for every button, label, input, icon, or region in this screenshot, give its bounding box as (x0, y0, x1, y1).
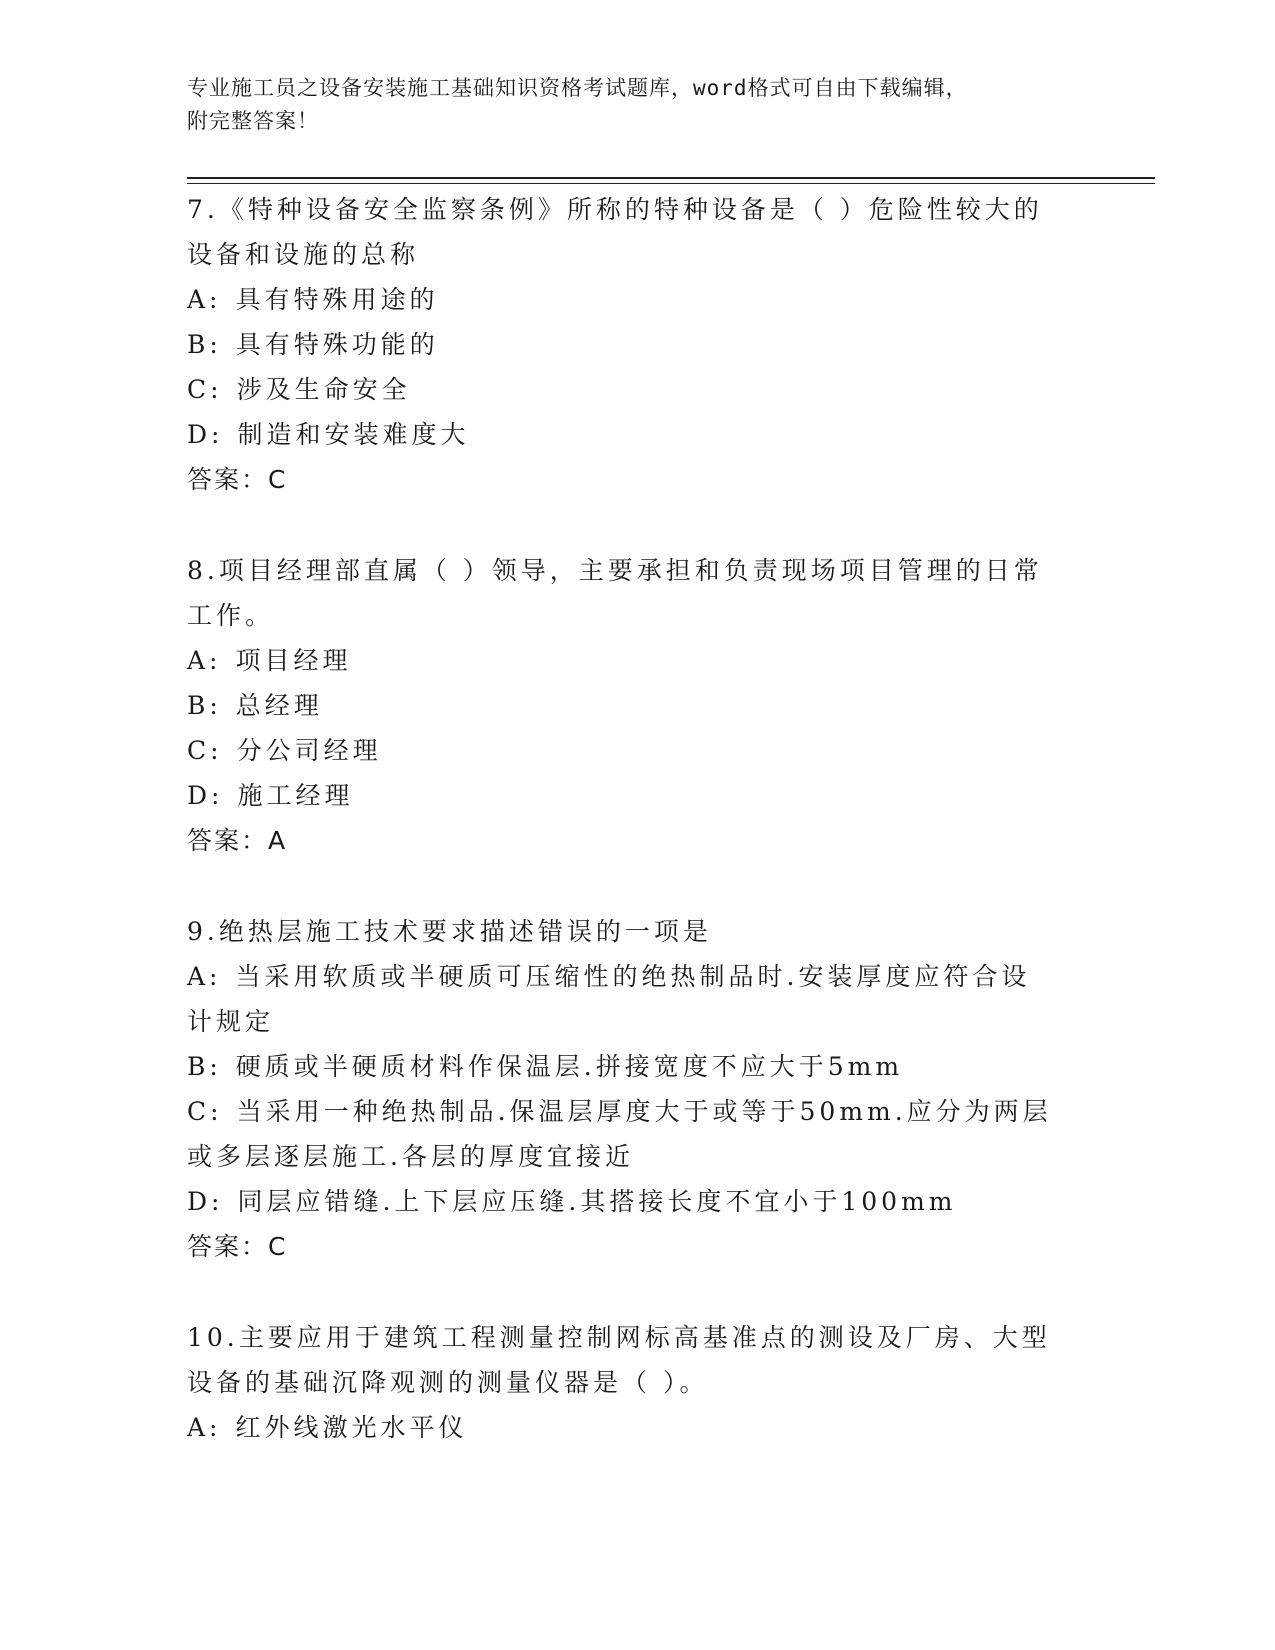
option-letter: B: (187, 1052, 222, 1081)
option-text: 施工经理 (237, 781, 354, 810)
option-c (187, 728, 1087, 773)
option-b (187, 683, 1087, 728)
option-letter: A: (187, 646, 222, 675)
option-b (187, 1044, 1087, 1089)
header-divider-thin (187, 183, 1155, 184)
option-letter: A: (187, 962, 222, 991)
option-letter: A: (187, 1413, 222, 1442)
option-letter: D: (187, 781, 224, 810)
option-text: 当采用一种绝热制品.保温层厚度大于或等于50mm.应分为两层或多层逐层施工.各层的厚度宜接近 (187, 1097, 1052, 1171)
question-7 (187, 187, 1087, 502)
option-a (187, 954, 1057, 1044)
option-text: 红外线激光水平仪 (235, 1413, 468, 1442)
option-letter: A: (187, 285, 222, 314)
option-letter: C: (187, 1097, 223, 1126)
answer-label: 答案：A (187, 826, 288, 855)
answer-label: 答案：C (187, 465, 288, 494)
option-text: 当采用软质或半硬质可压缩性的绝热制品时.安装厚度应符合设计规定 (187, 962, 1031, 1036)
option-letter: C: (187, 375, 223, 404)
option-text: 分公司经理 (236, 736, 382, 765)
document-header (187, 72, 1087, 138)
question-list (187, 187, 1087, 1450)
option-letter: B: (187, 330, 222, 359)
option-a (187, 638, 1087, 683)
option-a (187, 277, 1087, 322)
question-text: 8.项目经理部直属（ ）领导，主要承担和负责现场项目管理的日常工作。 (187, 556, 1043, 630)
option-text: 具有特殊用途的 (235, 285, 439, 314)
option-text: 同层应错缝.上下层应压缝.其搭接长度不宜小于100mm (237, 1187, 957, 1216)
option-letter: B: (187, 691, 222, 720)
option-letter: D: (187, 420, 224, 449)
question-text: 9.绝热层施工技术要求描述错误的一项是 (187, 917, 712, 946)
option-b (187, 322, 1087, 367)
option-a (187, 1405, 1087, 1450)
option-letter: C: (187, 736, 223, 765)
option-text: 总经理 (235, 691, 323, 720)
option-d (187, 773, 1087, 818)
question-10 (187, 1315, 1087, 1450)
option-text: 硬质或半硬质材料作保温层.拼接宽度不应大于5mm (235, 1052, 904, 1081)
option-d (187, 1179, 1087, 1224)
option-c (187, 367, 1087, 412)
question-8 (187, 548, 1087, 863)
option-d (187, 412, 1087, 457)
header-line-1: 专业施工员之设备安装施工基础知识资格考试题库，word格式可自由下载编辑， (187, 76, 968, 100)
question-text: 10.主要应用于建筑工程测量控制网标高基准点的测设及厂房、大型设备的基础沉降观测的测量仪器是（ ）。 (187, 1323, 1051, 1397)
question-9 (187, 909, 1087, 1269)
question-text: 7.《特种设备安全监察条例》所称的特种设备是（ ）危险性较大的设备和设施的总称 (187, 195, 1043, 269)
header-divider (187, 177, 1155, 179)
option-text: 具有特殊功能的 (235, 330, 439, 359)
option-text: 涉及生命安全 (236, 375, 411, 404)
option-c (187, 1089, 1062, 1179)
answer-label: 答案：C (187, 1232, 288, 1261)
option-letter: D: (187, 1187, 224, 1216)
header-line-2: 附完整答案！ (187, 109, 319, 133)
option-text: 制造和安装难度大 (237, 420, 470, 449)
option-text: 项目经理 (235, 646, 352, 675)
